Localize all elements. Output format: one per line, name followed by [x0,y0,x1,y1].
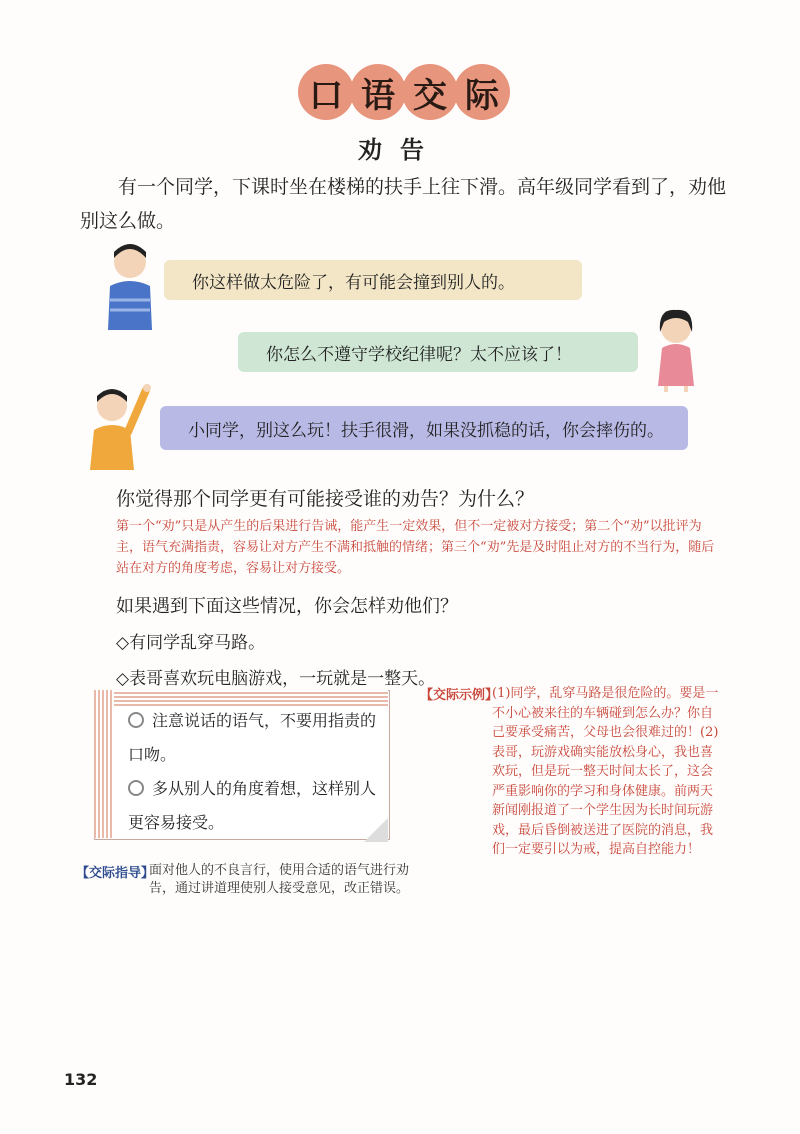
discussion-question: 你觉得那个同学更有可能接受谁的劝告？为什么？ [116,488,535,510]
intro-paragraph: 有一个同学，下课时坐在楼梯的扶手上往下滑。高年级同学看到了，劝他别这么做。 [80,176,727,232]
scenario-item: ◇有同学乱穿马路。 [116,633,266,653]
boy-blue-sweater-illustration [100,240,160,330]
page-curl-corner [364,818,388,842]
page-number: 132 [64,1070,98,1089]
note-side-border [94,690,114,838]
title-char: 际 [454,64,510,120]
example-tag: 【交际示例】 [420,688,499,703]
title-char: 交 [402,64,458,120]
title-char: 语 [350,64,406,120]
scenario-question: 如果遇到下面这些情况，你会怎样劝他们？ [116,596,458,617]
tip-item: 注意说话的语气，不要用指责的口吻。 [128,711,377,764]
bullet-circle-icon [128,780,144,796]
scenario-item: ◇表哥喜欢玩电脑游戏，一玩就是一整天。 [116,669,436,689]
speech-bubble-3: 小同学，别这么玩！扶手很滑，如果没抓稳的话，你会摔伤的。 [160,406,688,450]
tip-item: 多从别人的角度着想，这样别人更容易接受。 [128,779,377,832]
speech-bubble-2: 你怎么不遵守学校纪律呢？太不应该了！ [238,332,638,372]
lesson-title [298,64,518,124]
girl-pink-dress-illustration [648,306,704,392]
speech-bubble-1: 你这样做太危险了，有可能会撞到别人的。 [164,260,582,300]
tips-list [128,704,380,840]
subtitle: 劝告 [358,136,442,164]
guide-text: 面对他人的不良言行，使用合适的语气进行劝告，通过讲道理使别人接受意见，改正错误。 [149,863,410,896]
example-text: (1)同学，乱穿马路是很危险的。要是一不小心被来往的车辆碰到怎么办？你自己要承受痛苦，父母也会很难过的！(2)表哥，玩游戏确实能放松身心，我也喜欢玩，但是玩一整天时间太长了，这会严重影响你的学习和身体健康。前两天新闻刚报道了一个学生因为长时间玩游戏，最后昏倒被送进了医院的消息，我们一定要引以为戒，提高自控能力！ [492,686,719,857]
bullet-circle-icon [128,712,144,728]
boy-pointing-illustration [84,380,154,470]
guide-tag: 【交际指导】 [76,866,155,881]
title-char: 口 [298,64,354,120]
answer-annotation: 第一个“劝”只是从产生的后果进行告诫，能产生一定效果，但不一定被对方接受；第二个“劝”以批评为主，语气充满指责，容易让对方产生不满和抵触的情绪；第三个“劝”先是及时阻止对方的不当行为，随后站在对方的角度考虑，容易让对方接受。 [116,519,715,576]
